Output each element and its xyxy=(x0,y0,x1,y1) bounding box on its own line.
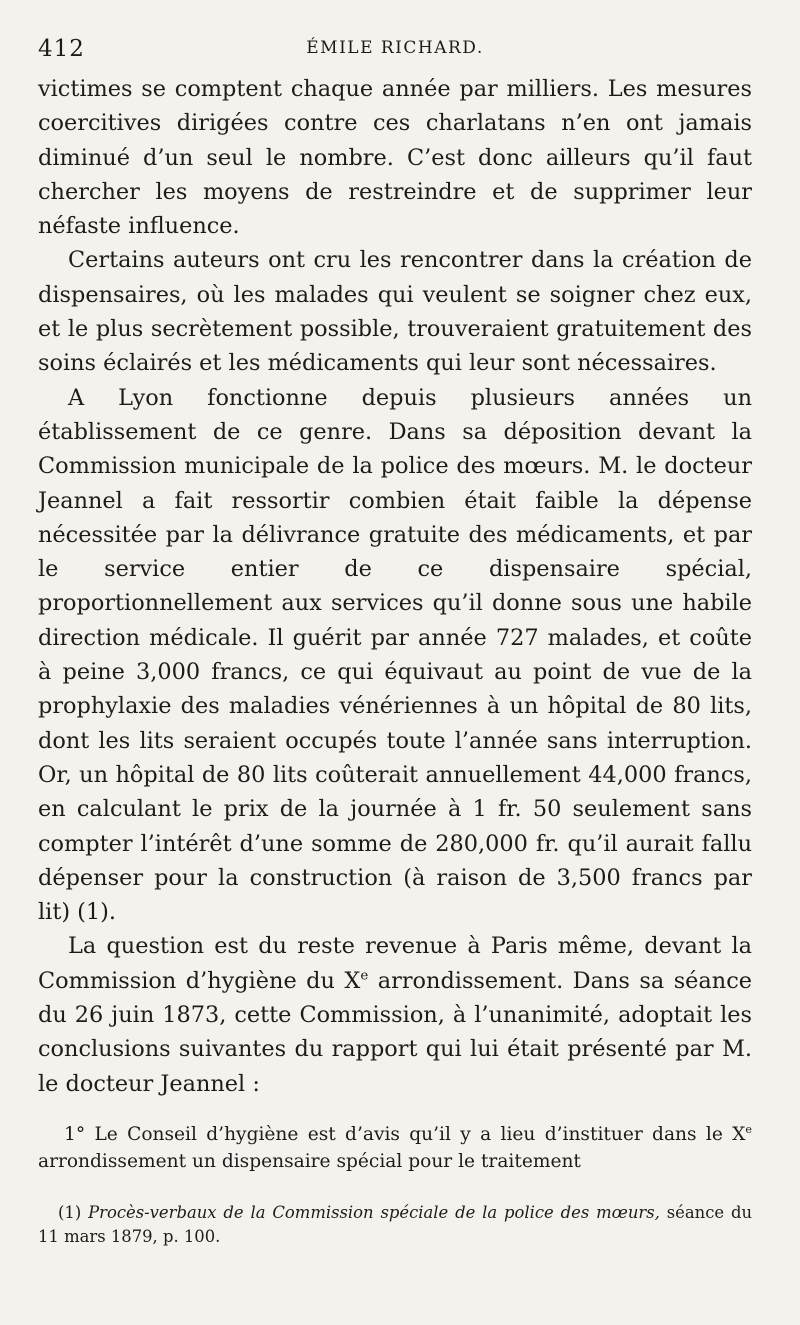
paragraph-paris-text-start: La question est du reste revenue à Paris même, devant la Commission d’hygiène du X xyxy=(38,933,752,994)
conclusion-item-1 xyxy=(38,1121,752,1175)
conclusion-text-start: 1° Le Conseil d’hygiène est d’avis qu’il y a lieu d’instituer dans le X xyxy=(64,1123,746,1145)
footnote-source-title: Procès-verbaux de la Commission spéciale de la police des mœurs, xyxy=(88,1202,660,1222)
running-title: ÉMILE RICHARD. xyxy=(306,38,484,58)
superscript-e: e xyxy=(745,1122,752,1136)
paragraph-paris-text-end: arrondissement. Dans sa séance du 26 juin 1873, cette Commission, à l’unanimité, adoptait les conclusions suivantes du rapport qui lui était présenté par M. le docteur Jeannel : xyxy=(38,967,752,1097)
superscript-e: e xyxy=(360,968,369,984)
paragraph-lyon: A Lyon fonctionne depuis plusieurs années un établissement de ce genre. Dans sa déposition devant la Commission municipale de la police des mœurs. M. le docteur Jeannel a fait ressortir combien était faible la dépense nécessitée par la délivrance gratuite des médicaments, et par le service entier de ce dispensaire spécial, proportionnellement aux services qu’il donne sous une habile direction médicale. Il guérit par année 727 malades, et coûte à peine 3,000 francs, ce qui équivaut au point de vue de la prophylaxie des maladies vénériennes à un hôpital de 80 lits, dont les lits seraient occupés toute l’année sans interruption. Or, un hôpital de 80 lits coûterait annuellement 44,000 francs, en calculant le prix de la journée à 1 fr. 50 seulement sans compter l’intérêt d’une somme de 280,000 fr. qu’il aurait fallu dépenser pour la construction (à raison de 3,500 francs par lit) (1). xyxy=(38,384,752,926)
paragraph-paris xyxy=(38,929,752,1100)
body-text xyxy=(38,72,752,1101)
footnote-source-detail: séance du 11 mars 1879, p. 100. xyxy=(38,1202,753,1246)
page-number: 412 xyxy=(38,36,85,62)
paragraph-dispensaires: Certains auteurs ont cru les rencontrer dans la création de dispensaires, où les malades qui veulent se soigner chez eux, et le plus secrètement possible, trouveraient gratuitement des soins éclairés et les médicaments qui leur sont nécessaires. xyxy=(38,247,752,377)
footnote-marker: (1) xyxy=(58,1202,82,1222)
page-header xyxy=(38,32,752,72)
footnote xyxy=(38,1201,752,1249)
paragraph-continued: victimes se comptent chaque année par milliers. Les mesures coercitives dirigées contre ces charlatans n’en ont jamais diminué d’un seul le nombre. C’est donc ailleurs qu’il faut chercher les moyens de restreindre et de supprimer leur néfaste influence. xyxy=(38,76,752,240)
conclusion-text-end: arrondissement un dispensaire spécial pour le traitement xyxy=(38,1150,581,1172)
